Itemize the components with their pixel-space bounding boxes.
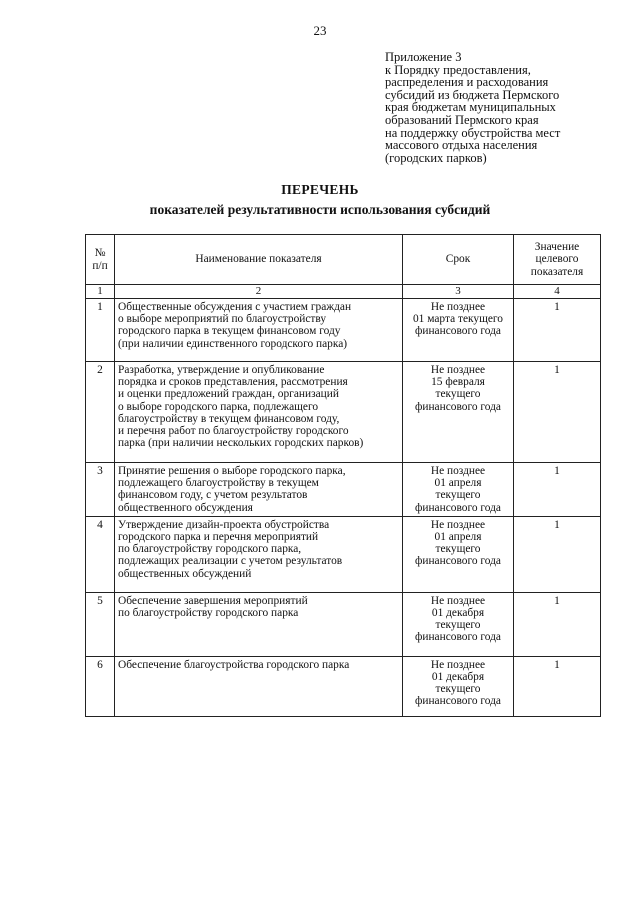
indicator-term-line: текущего bbox=[435, 543, 481, 556]
indicator-name-line: по благоустройству городского парка bbox=[118, 607, 299, 620]
indicator-term-line: текущего bbox=[435, 489, 481, 502]
row-number: 1 bbox=[86, 299, 115, 362]
appendix-line: распределения и расходования bbox=[385, 75, 549, 90]
column-number-cell: 4 bbox=[514, 285, 601, 299]
header-line: № bbox=[94, 247, 106, 260]
column-number-cell: 3 bbox=[403, 285, 514, 299]
table-row bbox=[86, 299, 601, 362]
indicator-term bbox=[403, 656, 514, 716]
table-row bbox=[86, 656, 601, 716]
row-number: 3 bbox=[86, 463, 115, 517]
indicator-name-line: Общественные обсуждения с участием граждан bbox=[118, 301, 352, 313]
indicator-name-line: по благоустройству городского парка, bbox=[118, 543, 302, 556]
header-line: показателя bbox=[530, 265, 584, 278]
indicator-term-line: финансового года bbox=[414, 501, 501, 514]
table-header-row bbox=[86, 235, 601, 285]
indicator-name-line: городского парка и перечня мероприятий bbox=[118, 531, 319, 544]
indicator-name bbox=[115, 516, 403, 592]
appendix-line: края бюджетам муниципальных bbox=[385, 100, 556, 115]
table-row bbox=[86, 463, 601, 517]
header-value bbox=[514, 235, 601, 285]
column-number-cell: 1 bbox=[86, 285, 115, 299]
indicator-term bbox=[403, 463, 514, 517]
header-line: п/п bbox=[92, 259, 108, 272]
indicators-table bbox=[85, 234, 601, 717]
indicator-term-line: Не позднее bbox=[430, 465, 486, 477]
appendix-block bbox=[385, 51, 625, 164]
indicator-name-line: подлежащего благоустройству в текущем bbox=[118, 477, 319, 490]
appendix-line: на поддержку обустройства мест bbox=[385, 125, 561, 140]
column-number-cell: 2 bbox=[115, 285, 403, 299]
header-number bbox=[86, 235, 115, 285]
indicator-target-value: 1 bbox=[514, 516, 601, 592]
indicator-term-line: финансового года bbox=[414, 695, 501, 708]
indicator-term-line: 01 декабря bbox=[431, 607, 485, 620]
indicator-name-line: парка (при наличии нескольких городских парков) bbox=[118, 437, 364, 450]
indicator-name-line: общественного обсуждения bbox=[118, 501, 253, 514]
header-line: Значение bbox=[534, 241, 580, 254]
header-term bbox=[403, 235, 514, 285]
row-number: 6 bbox=[86, 656, 115, 716]
indicator-name-line: и перечня работ по благоустройству городского bbox=[118, 425, 349, 438]
appendix-line: Приложение 3 bbox=[385, 50, 462, 64]
table-row bbox=[86, 362, 601, 463]
indicator-term-line: 01 декабря bbox=[431, 671, 485, 684]
indicator-target-value: 1 bbox=[514, 362, 601, 463]
table-row bbox=[86, 592, 601, 656]
indicator-name-line: Обеспечение благоустройства городского парка bbox=[118, 658, 350, 671]
indicator-term-line: 15 февраля bbox=[431, 376, 485, 389]
indicator-term-line: Не позднее bbox=[430, 518, 486, 531]
row-number: 5 bbox=[86, 592, 115, 656]
indicator-name bbox=[115, 656, 403, 716]
row-number: 2 bbox=[86, 362, 115, 463]
indicator-name-line: и оценки предложений граждан, организаций bbox=[118, 388, 339, 401]
indicator-name-line: финансовом году, с учетом результатов bbox=[118, 489, 308, 502]
appendix-line: субсидий из бюджета Пермского bbox=[385, 87, 560, 102]
indicator-name-line: Обеспечение завершения мероприятий bbox=[118, 594, 308, 607]
document-title: ПЕРЕЧЕНЬ bbox=[281, 182, 359, 197]
indicator-term bbox=[403, 592, 514, 656]
appendix-line: массового отдыха населения bbox=[385, 138, 538, 153]
table-row bbox=[86, 516, 601, 592]
indicator-name bbox=[115, 592, 403, 656]
indicator-name bbox=[115, 463, 403, 517]
indicator-term-line: 01 апреля bbox=[434, 477, 482, 490]
indicator-name bbox=[115, 362, 403, 463]
indicator-name-line: общественных обсуждений bbox=[118, 567, 252, 580]
indicator-term-line: финансового года bbox=[414, 325, 501, 338]
appendix-line: образований Пермского края bbox=[385, 112, 539, 127]
indicator-name-line: о выборе городского парка, подлежащего bbox=[118, 400, 319, 413]
indicator-target-value: 1 bbox=[514, 463, 601, 517]
indicator-term-line: текущего bbox=[435, 683, 481, 696]
document-subtitle: показателей результативности использования субсидий bbox=[149, 202, 491, 217]
indicator-term bbox=[403, 299, 514, 362]
page-number: 23 bbox=[313, 23, 327, 38]
indicator-term bbox=[403, 516, 514, 592]
indicator-term-line: Не позднее bbox=[430, 658, 486, 671]
indicator-term-line: Не позднее bbox=[430, 364, 486, 376]
indicator-term-line: текущего bbox=[435, 388, 481, 401]
indicator-name-line: о выборе мероприятий по благоустройству bbox=[118, 313, 327, 326]
indicator-name bbox=[115, 299, 403, 362]
indicator-term-line: Не позднее bbox=[430, 594, 486, 607]
indicator-target-value: 1 bbox=[514, 656, 601, 716]
indicator-term-line: финансового года bbox=[414, 631, 501, 644]
column-numbers-row bbox=[86, 285, 601, 299]
indicator-name-line: Утверждение дизайн-проекта обустройства bbox=[118, 518, 330, 531]
indicator-term-line: финансового года bbox=[414, 555, 501, 568]
indicator-term-line: 01 марта текущего bbox=[412, 313, 503, 326]
header-line: Срок bbox=[445, 253, 471, 266]
appendix-line: к Порядку предоставления, bbox=[385, 62, 531, 77]
indicator-name-line: Принятие решения о выборе городского парка, bbox=[118, 465, 346, 477]
indicator-term-line: Не позднее bbox=[430, 301, 486, 313]
indicator-name-line: городского парка в текущем финансовом году bbox=[118, 325, 341, 338]
header-name bbox=[115, 235, 403, 285]
indicator-target-value: 1 bbox=[514, 299, 601, 362]
indicator-name-line: благоустройству в текущем финансовом году, bbox=[118, 412, 340, 425]
indicator-name-line: подлежащих реализации с учетом результатов bbox=[118, 555, 343, 568]
indicator-term bbox=[403, 362, 514, 463]
indicator-term-line: финансового года bbox=[414, 400, 501, 413]
indicator-name-line: (при наличии единственного городского парка) bbox=[118, 337, 348, 350]
indicator-name-line: Разработка, утверждение и опубликование bbox=[118, 364, 325, 376]
indicator-term-line: 01 апреля bbox=[434, 531, 482, 544]
indicator-name-line: порядка и сроков представления, рассмотрения bbox=[118, 376, 348, 389]
indicator-target-value: 1 bbox=[514, 592, 601, 656]
header-line: целевого bbox=[535, 253, 579, 266]
indicator-term-line: текущего bbox=[435, 619, 481, 632]
row-number: 4 bbox=[86, 516, 115, 592]
header-line: Наименование показателя bbox=[195, 253, 322, 266]
appendix-line: (городских парков) bbox=[385, 150, 487, 165]
